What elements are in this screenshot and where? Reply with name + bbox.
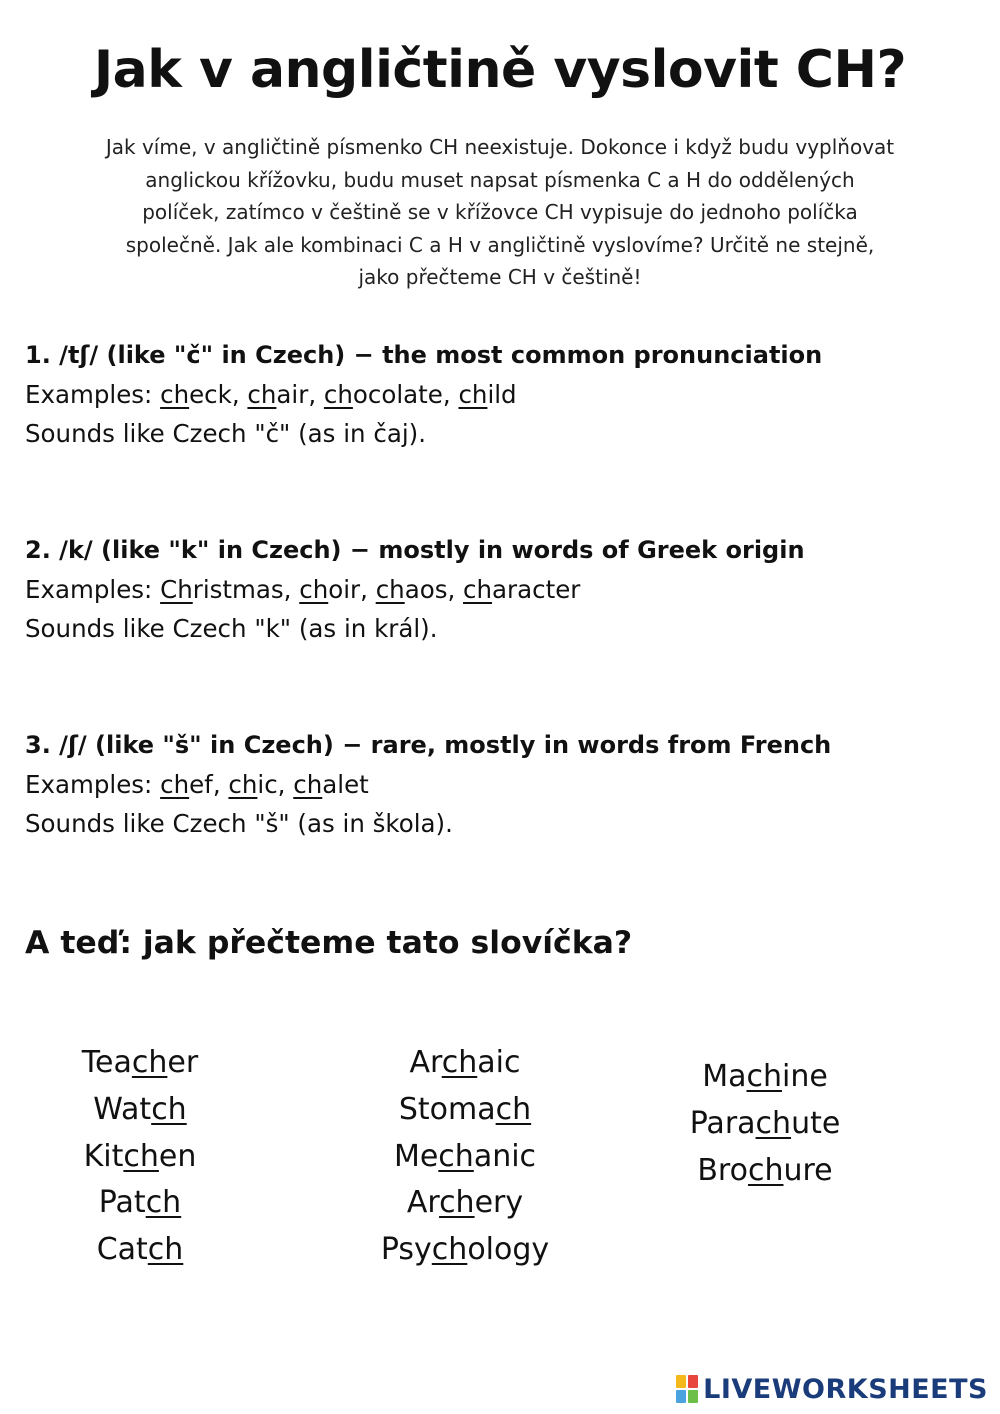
examples-line [25, 375, 985, 414]
vocabulary-word: Catch [96, 1232, 184, 1268]
example-word: chocolate [323, 380, 443, 409]
ch-underline: ch [747, 1152, 784, 1188]
sounds-like-line: Sounds like Czech "k" (as in král). [25, 614, 438, 643]
ch-underline: ch [458, 380, 488, 409]
vocabulary-word: Psychology [380, 1232, 550, 1268]
examples-list: chef, chic, chalet [160, 770, 369, 799]
ch-underline: ch [323, 380, 353, 409]
vocabulary-word: Stomach [398, 1091, 532, 1127]
ch-underline: ch [151, 1091, 187, 1127]
intro-line: anglickou křížovku, budu muset napsat písmenka C a H do oddělených [145, 167, 855, 192]
example-word: chalet [293, 770, 369, 799]
ch-underline: ch [431, 1232, 468, 1268]
example-word: chic [228, 770, 278, 799]
vocabulary-word: Archaic [409, 1045, 521, 1080]
vocabulary-word: Patch [98, 1185, 182, 1221]
logo-square [676, 1375, 686, 1388]
word-column [335, 1040, 595, 1274]
liveworksheets-logo-icon [676, 1375, 698, 1403]
vocabulary-word: Parachute [689, 1105, 841, 1141]
example-word: chair [247, 380, 309, 409]
section-heading: 3. /ʃ/ (like "š" in Czech) − rare, mostly in words from French [25, 731, 832, 759]
ch-underline: ch [131, 1045, 168, 1080]
vocabulary-word: Watch [93, 1091, 187, 1127]
ch-underline: ch [228, 770, 258, 799]
ch-underline: ch [160, 380, 190, 409]
ch-underline: ch [755, 1105, 792, 1141]
page-title: Jak v angličtině vyslovit CH? [93, 40, 907, 100]
sounds-like-line: Sounds like Czech "č" (as in čaj). [25, 419, 426, 448]
ch-underline: ch [160, 770, 190, 799]
logo-square [688, 1375, 698, 1388]
ch-underline: ch [299, 575, 329, 604]
example-word: Christmas [160, 575, 284, 604]
pronunciation-section [25, 726, 985, 843]
section-heading: 1. /tʃ/ (like "č" in Czech) − the most common pronunciation [25, 341, 823, 369]
examples-label: Examples: [25, 380, 153, 409]
example-word: choir [299, 575, 361, 604]
word-column [40, 1040, 240, 1274]
vocabulary-word: Machine [702, 1059, 828, 1094]
vocabulary-word: Kitchen [83, 1138, 197, 1174]
vocabulary-word: Mechanic [393, 1138, 537, 1174]
pronunciation-section [25, 531, 985, 648]
intro-line: jako přečteme CH v češtině! [358, 265, 642, 290]
sounds-like-line: Sounds like Czech "š" (as in škola). [25, 809, 453, 838]
pronunciation-section [25, 336, 985, 453]
ch-underline: ch [463, 575, 493, 604]
ch-underline: ch [495, 1091, 532, 1127]
examples-line [25, 765, 985, 804]
ch-underline: ch [123, 1138, 159, 1174]
logo-square [688, 1390, 698, 1403]
ch-underline: ch [293, 770, 323, 799]
ch-underline: ch [746, 1059, 782, 1094]
ch-underline: ch [147, 1232, 184, 1268]
examples-label: Examples: [25, 770, 153, 799]
vocabulary-word: Teacher [81, 1045, 199, 1080]
intro-line: společně. Jak ale kombinaci C a H v angličtině vyslovíme? Určitě ne stejně, [125, 232, 875, 257]
examples-list: Christmas, choir, chaos, character [160, 575, 581, 604]
logo-square [676, 1390, 686, 1403]
ch-underline: ch [145, 1185, 182, 1221]
ch-underline: ch [438, 1138, 474, 1174]
section-heading: 2. /k/ (like "k" in Czech) − mostly in words of Greek origin [25, 536, 805, 564]
brand-name: LIVEWORKSHEETS [703, 1373, 988, 1405]
liveworksheets-logo [676, 1370, 988, 1408]
examples-list: check, chair, chocolate, child [160, 380, 517, 409]
ch-underline: Ch [160, 575, 193, 604]
intro-line: Jak víme, v angličtině písmenko CH neexistuje. Dokonce i když budu vyplňovat [105, 135, 895, 159]
vocabulary-word: Archery [406, 1185, 524, 1221]
examples-label: Examples: [25, 575, 153, 604]
example-word: chef [160, 770, 213, 799]
example-word: chaos [375, 575, 448, 604]
intro-line: políček, zatímco v češtině se v křížovce CH vypisuje do jednoho políčka [142, 200, 858, 225]
vocabulary-word: Brochure [697, 1152, 833, 1188]
ch-underline: ch [441, 1045, 478, 1080]
ch-underline: ch [247, 380, 277, 409]
word-column [645, 1054, 885, 1194]
example-word: check [160, 380, 232, 409]
exercise-question: A teď: jak přečteme tato slovíčka? [25, 925, 633, 961]
intro-paragraph [50, 131, 950, 294]
example-word: character [463, 575, 581, 604]
examples-line [25, 570, 985, 609]
ch-underline: ch [375, 575, 405, 604]
ch-underline: ch [439, 1185, 475, 1221]
example-word: child [458, 380, 517, 409]
